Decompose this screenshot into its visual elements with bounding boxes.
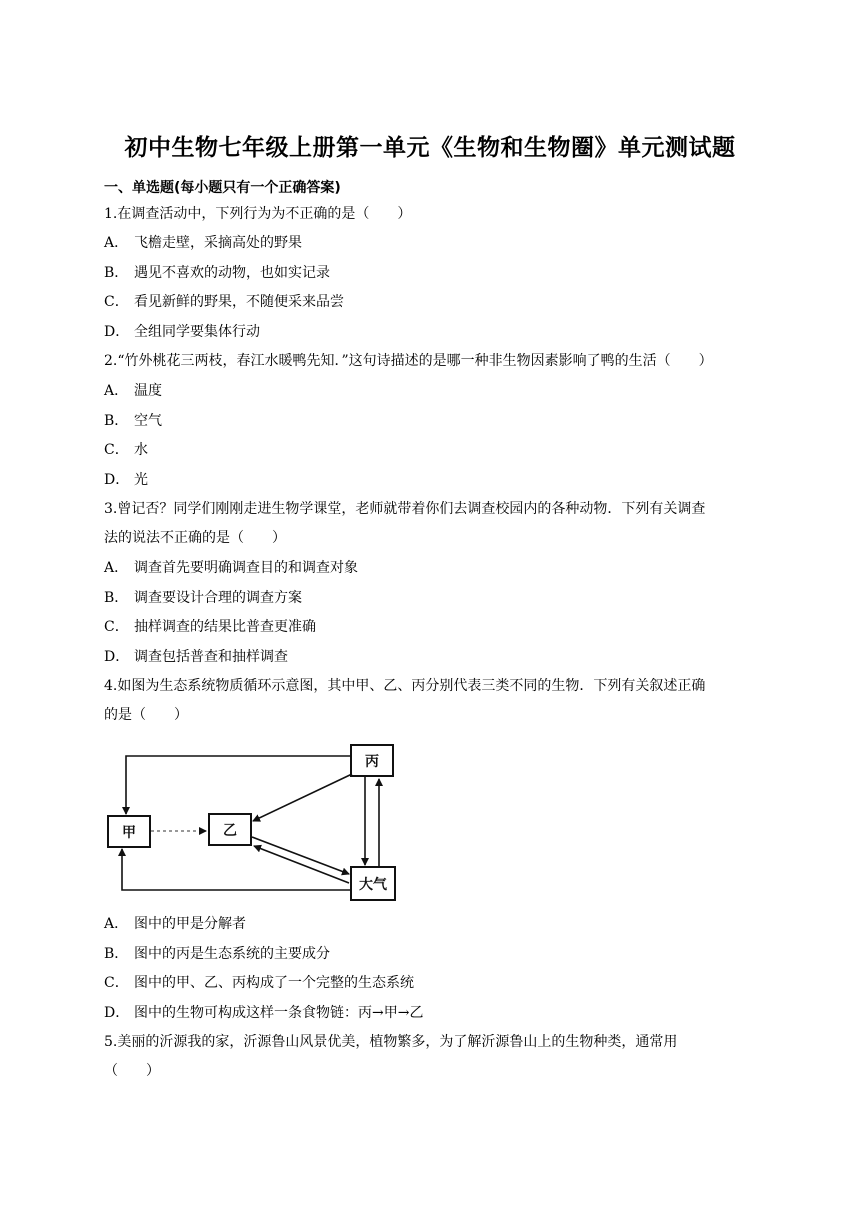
node-air-label: 大气 (359, 877, 387, 893)
question-4-option-d: D． 图中的生物可构成这样一条食物链：丙→甲→乙 (104, 1005, 424, 1021)
question-4-option-b: B． 图中的丙是生态系统的主要成分 (104, 946, 330, 962)
question-1-option-d: D． 全组同学要集体行动 (104, 324, 260, 340)
question-2-option-c: C． 水 (104, 442, 148, 458)
document-title: 初中生物七年级上册第一单元《生物和生物圈》单元测试题 (124, 135, 736, 161)
arrow-air-to-jia (122, 849, 351, 890)
question-4-stem-line1: 4.如图为生态系统物质循环示意图，其中甲、乙、丙分别代表三类不同的生物．下列有关叙述正确 (104, 678, 706, 694)
question-4-stem-line2: 的是（ ） (104, 707, 188, 723)
question-3-option-a: A． 调查首先要明确调查目的和调查对象 (104, 560, 358, 576)
arrow-bing-to-jia (126, 756, 351, 814)
question-3-stem-line1: 3.曾记否？同学们刚刚走进生物学课堂，老师就带着你们去调查校园内的各种动物．下列有关调查 (104, 501, 706, 517)
question-3-option-c: C． 抽样调查的结果比普查更准确 (104, 619, 316, 635)
question-5-stem-line1: 5.美丽的沂源我的家，沂源鲁山风景优美，植物繁多，为了解沂源鲁山上的生物种类，通常用 (104, 1034, 678, 1050)
arrow-yi-to-air (252, 837, 349, 874)
question-2-option-a: A． 温度 (104, 383, 162, 399)
question-5-stem-line2: （ ） (104, 1063, 160, 1079)
node-yi-label: 乙 (223, 823, 237, 839)
question-4-option-a: A． 图中的甲是分解者 (104, 916, 246, 932)
arrow-air-to-yi (254, 846, 349, 883)
node-bing-label: 丙 (365, 754, 379, 770)
question-2-stem: 2.“竹外桃花三两枝，春江水暖鸭先知．”这句诗描述的是哪一种非生物因素影响了鸭的生活（ ） (104, 353, 713, 369)
question-1-option-b: B． 遇见不喜欢的动物，也如实记录 (104, 265, 330, 281)
question-4-option-c: C． 图中的甲、乙、丙构成了一个完整的生态系统 (104, 975, 414, 991)
question-2-option-b: B． 空气 (104, 413, 162, 429)
section-heading: 一、单选题(每小题只有一个正确答案) (104, 180, 341, 196)
question-3-option-d: D． 调查包括普查和抽样调查 (104, 649, 288, 665)
question-1-option-c: C． 看见新鲜的野果，不随便采来品尝 (104, 294, 344, 310)
question-1-option-a: A． 飞檐走壁，采摘高处的野果 (104, 235, 302, 251)
question-3-stem-line2: 法的说法不正确的是（ ） (104, 530, 286, 546)
question-2-option-d: D． 光 (104, 472, 148, 488)
carbon-cycle-diagram (104, 740, 404, 905)
node-jia-label: 甲 (122, 825, 136, 841)
question-3-option-b: B． 调查要设计合理的调查方案 (104, 590, 302, 606)
arrow-bing-to-yi (253, 774, 352, 821)
question-1-stem: 1.在调查活动中，下列行为为不正确的是（ ） (104, 206, 412, 222)
